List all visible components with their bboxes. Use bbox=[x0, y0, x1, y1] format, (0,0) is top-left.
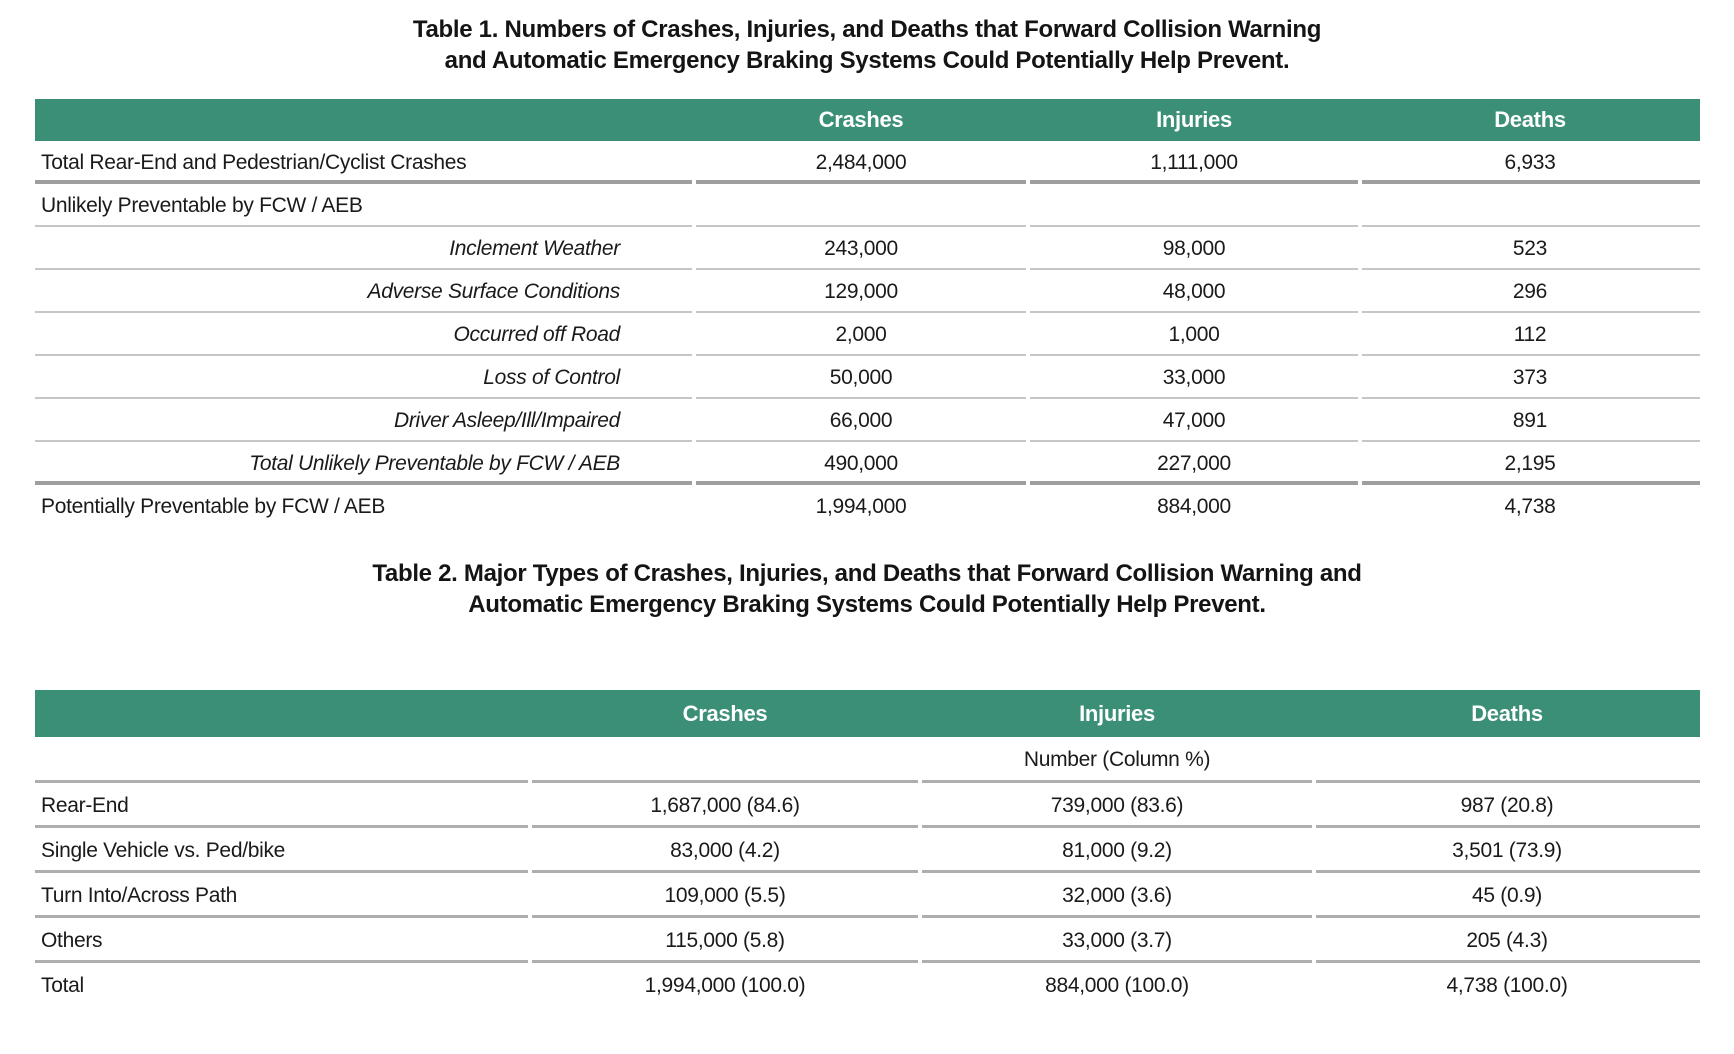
deaths-value: 296 bbox=[1360, 270, 1700, 313]
injuries-value: 739,000 (83.6) bbox=[920, 783, 1314, 828]
table-subheader-row bbox=[35, 737, 1700, 783]
row-label: Total bbox=[41, 973, 84, 997]
deaths-value: 891 bbox=[1360, 399, 1700, 442]
injuries-value: 227,000 bbox=[1028, 442, 1360, 485]
table-row bbox=[35, 783, 1700, 828]
table2-title bbox=[0, 558, 1734, 620]
deaths-value: 205 (4.3) bbox=[1314, 918, 1700, 963]
table-row bbox=[35, 227, 1700, 270]
row-label: Others bbox=[35, 918, 530, 963]
subheader-empty bbox=[35, 737, 530, 783]
injuries-value: 33,000 bbox=[1028, 356, 1360, 399]
deaths-value: 3,501 (73.9) bbox=[1314, 828, 1700, 873]
column-header-deaths: Deaths bbox=[1360, 99, 1700, 141]
column-header-empty bbox=[35, 99, 694, 141]
row-label: Total Unlikely Preventable by FCW / AEB bbox=[35, 442, 694, 485]
crashes-value: 1,994,000 (100.0) bbox=[644, 973, 806, 997]
injuries-value: 884,000 (100.0) bbox=[1045, 973, 1189, 997]
injuries-value: 884,000 bbox=[1157, 494, 1231, 518]
row-label: Potentially Preventable by FCW / AEB bbox=[41, 494, 386, 518]
deaths-value bbox=[1360, 184, 1700, 227]
table1-fcw-aeb-preventable-crashes bbox=[35, 99, 1700, 528]
table-row bbox=[35, 399, 1700, 442]
table-row bbox=[35, 356, 1700, 399]
table1-title bbox=[0, 0, 1734, 76]
table-subtotal-row bbox=[35, 442, 1700, 485]
row-label: Inclement Weather bbox=[35, 227, 694, 270]
injuries-value: 32,000 (3.6) bbox=[920, 873, 1314, 918]
injuries-value: 48,000 bbox=[1028, 270, 1360, 313]
table-row bbox=[35, 141, 1700, 184]
subheader-number-column-percent: Number (Column %) bbox=[920, 737, 1314, 783]
subheader-empty bbox=[530, 737, 920, 783]
injuries-value: 47,000 bbox=[1028, 399, 1360, 442]
row-label: Single Vehicle vs. Ped/bike bbox=[35, 828, 530, 873]
subheader-empty bbox=[1314, 737, 1700, 783]
row-label: Total Rear-End and Pedestrian/Cyclist Crashes bbox=[35, 141, 694, 184]
section-label: Unlikely Preventable by FCW / AEB bbox=[35, 184, 694, 227]
table1-title-line1: Table 1. Numbers of Crashes, Injuries, and Deaths that Forward Collision Warning bbox=[412, 16, 1322, 43]
deaths-value: 4,738 (100.0) bbox=[1446, 973, 1568, 997]
deaths-value: 373 bbox=[1360, 356, 1700, 399]
row-label: Rear-End bbox=[35, 783, 530, 828]
deaths-value: 2,195 bbox=[1360, 442, 1700, 485]
crashes-value: 243,000 bbox=[694, 227, 1028, 270]
crashes-value: 115,000 (5.8) bbox=[530, 918, 920, 963]
injuries-value: 33,000 (3.7) bbox=[920, 918, 1314, 963]
crashes-value: 66,000 bbox=[694, 399, 1028, 442]
table-section-row bbox=[35, 184, 1700, 227]
crashes-value: 2,000 bbox=[694, 313, 1028, 356]
table-row bbox=[35, 270, 1700, 313]
table2-header-row bbox=[35, 690, 1700, 737]
row-label: Adverse Surface Conditions bbox=[35, 270, 694, 313]
table1-header-row bbox=[35, 99, 1700, 141]
table2-major-crash-types bbox=[35, 690, 1700, 1008]
table-total-row bbox=[35, 963, 1700, 1008]
crashes-value: 83,000 (4.2) bbox=[530, 828, 920, 873]
table-row bbox=[35, 918, 1700, 963]
crashes-value: 1,994,000 bbox=[815, 494, 907, 518]
table1-title-line2: and Automatic Emergency Braking Systems Could Potentially Help Prevent. bbox=[444, 47, 1290, 74]
table2-title-line2: Automatic Emergency Braking Systems Could Potentially Help Prevent. bbox=[468, 591, 1266, 618]
injuries-value bbox=[1028, 184, 1360, 227]
crashes-value: 2,484,000 bbox=[694, 141, 1028, 184]
row-label: Driver Asleep/Ill/Impaired bbox=[35, 399, 694, 442]
table2-title-line1: Table 2. Major Types of Crashes, Injuries, and Deaths that Forward Collision Warning and bbox=[372, 560, 1362, 587]
table-row bbox=[35, 828, 1700, 873]
column-header-injuries: Injuries bbox=[1028, 99, 1360, 141]
table-row bbox=[35, 313, 1700, 356]
deaths-value: 987 (20.8) bbox=[1314, 783, 1700, 828]
injuries-value: 1,111,000 bbox=[1028, 141, 1360, 184]
row-label: Occurred off Road bbox=[35, 313, 694, 356]
crashes-value: 109,000 (5.5) bbox=[530, 873, 920, 918]
deaths-value: 6,933 bbox=[1360, 141, 1700, 184]
injuries-value: 81,000 (9.2) bbox=[920, 828, 1314, 873]
row-label: Loss of Control bbox=[35, 356, 694, 399]
column-header-crashes: Crashes bbox=[694, 99, 1028, 141]
crashes-value bbox=[694, 184, 1028, 227]
column-header-crashes: Crashes bbox=[530, 690, 920, 737]
column-header-deaths: Deaths bbox=[1314, 690, 1700, 737]
table-total-row bbox=[35, 485, 1700, 528]
column-header-injuries: Injuries bbox=[920, 690, 1314, 737]
deaths-value: 112 bbox=[1360, 313, 1700, 356]
table-row bbox=[35, 873, 1700, 918]
injuries-value: 98,000 bbox=[1028, 227, 1360, 270]
crashes-value: 50,000 bbox=[694, 356, 1028, 399]
row-label: Turn Into/Across Path bbox=[35, 873, 530, 918]
deaths-value: 45 (0.9) bbox=[1314, 873, 1700, 918]
injuries-value: 1,000 bbox=[1028, 313, 1360, 356]
crashes-value: 129,000 bbox=[694, 270, 1028, 313]
crashes-value: 1,687,000 (84.6) bbox=[530, 783, 920, 828]
column-header-empty bbox=[35, 690, 530, 737]
deaths-value: 4,738 bbox=[1504, 494, 1556, 518]
crashes-value: 490,000 bbox=[694, 442, 1028, 485]
deaths-value: 523 bbox=[1360, 227, 1700, 270]
